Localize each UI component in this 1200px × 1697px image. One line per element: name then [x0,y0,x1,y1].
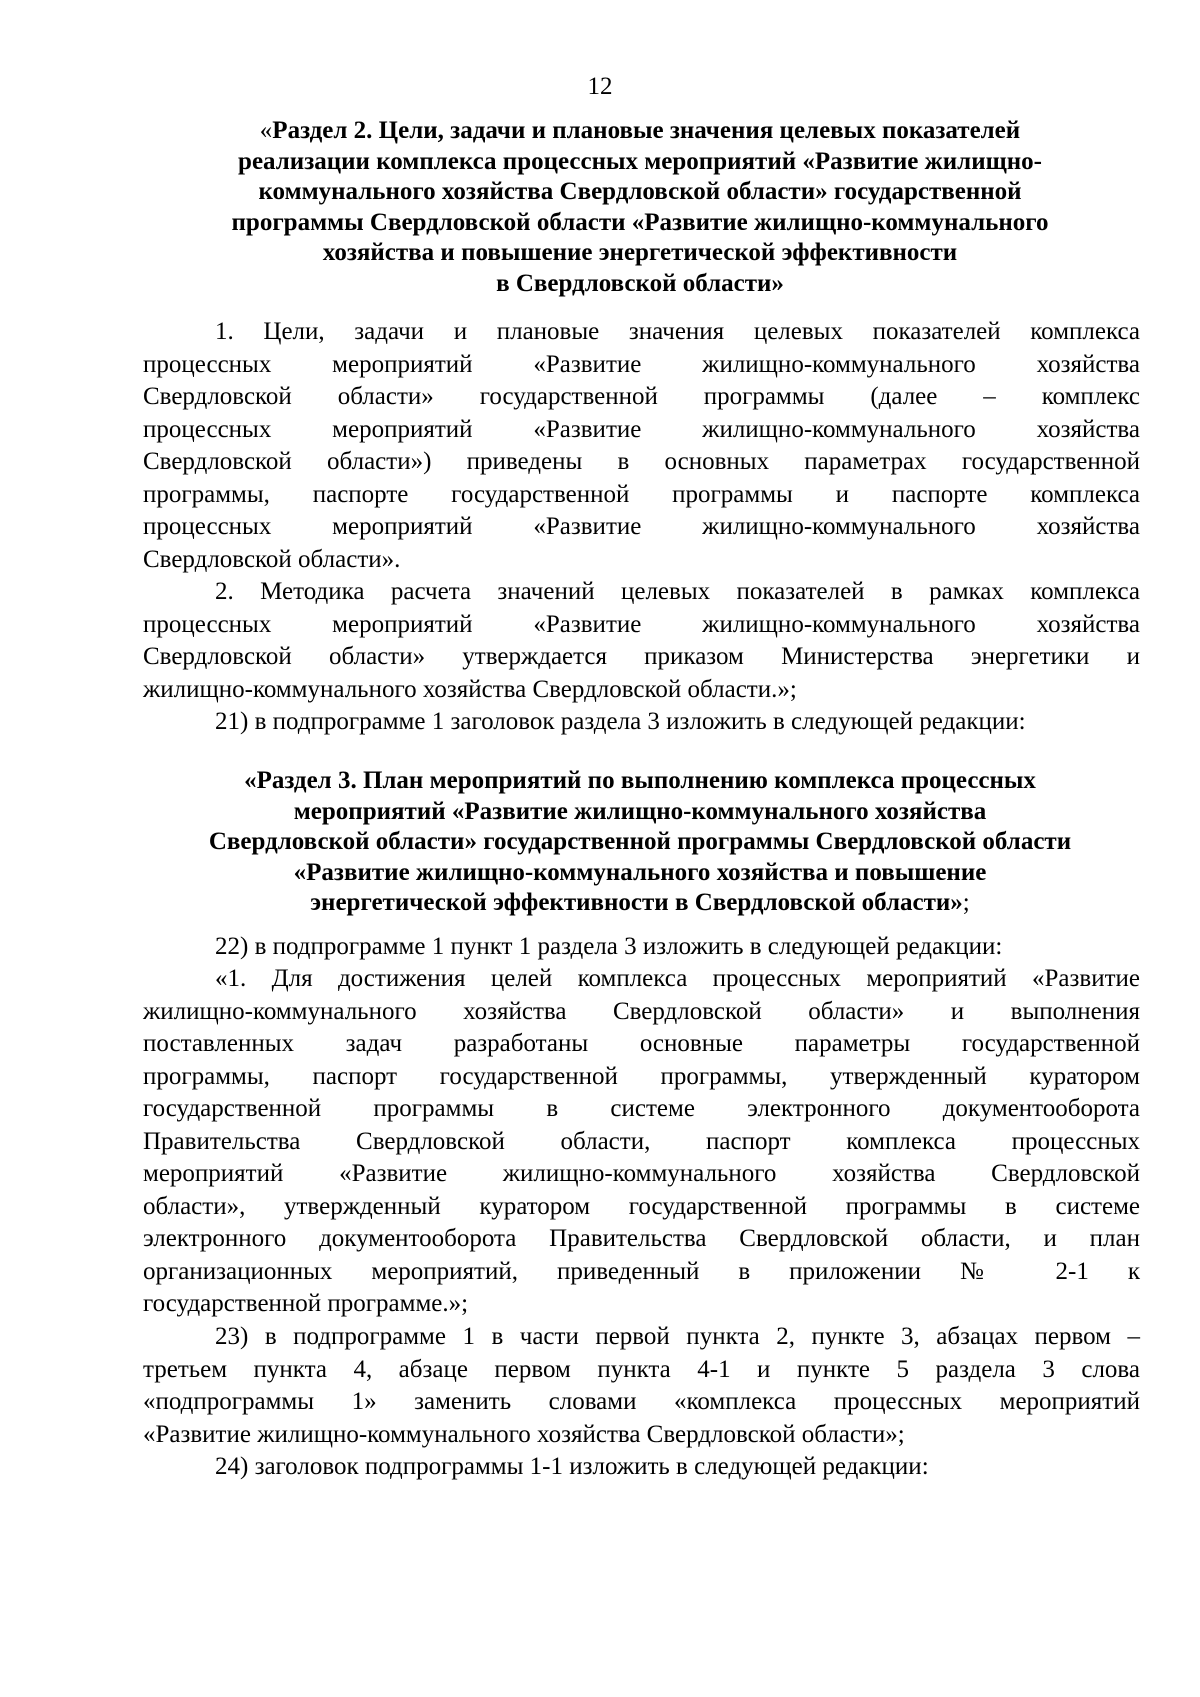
text-line: процессных мероприятий «Развитие жилищно-коммунального хозяйства [143,350,1140,378]
heading-line: коммунального хозяйства Свердловской области» государственной [258,178,1022,205]
heading-line: «Раздел 3. План мероприятий по выполнению комплекса процессных [244,767,1036,794]
text-line: программы, паспорт государственной программы, утвержденный куратором [143,1062,1140,1090]
heading-line: Раздел 2. Цели, задачи и плановые значения целевых показателей [272,117,1021,144]
section-3-heading [140,766,1140,919]
text-line: Свердловской области». [143,545,401,573]
text-line: электронного документооборота Правительства Свердловской области, и план [143,1225,1140,1252]
text-line: жилищно-коммунального хозяйства Свердловской области» и выполнения [143,997,1140,1025]
paragraph-21 [143,706,1140,739]
text-line: государственной программе.»; [143,1290,469,1317]
text-line: «1. Для достижения целей комплекса процессных мероприятий «Развитие [215,965,1140,992]
text-line: Свердловской области») приведены в основных параметрах государственной [143,448,1140,475]
text-line: Свердловской области» государственной программы (далее – комплекс [143,383,1140,410]
paragraph-22 [143,931,1140,964]
text-line: мероприятий «Развитие жилищно-коммунального хозяйства Свердловской [143,1160,1140,1187]
paragraph-2 [143,576,1140,706]
text-line: 1. Цели, задачи и плановые значения целевых показателей комплекса [215,318,1140,345]
heading-line: в Свердловской области» [496,269,784,297]
text-line: поставленных задач разработаны основные параметры государственной [143,1030,1140,1057]
text-line: процессных мероприятий «Развитие жилищно-коммунального хозяйства [143,610,1140,638]
text-line: 2. Методика расчета значений целевых показателей в рамках комплекса [215,578,1140,605]
text-line: 23) в подпрограмме 1 в части первой пункта 2, пункте 3, абзацах первом – [215,1323,1140,1350]
text-line: «Развитие жилищно-коммунального хозяйства Свердловской области»; [143,1420,905,1448]
text-line: 24) заголовок подпрограммы 1-1 изложить в следующей редакции: [215,1453,929,1480]
closing-semicolon: ; [962,889,970,916]
text-line: третьем пункта 4, абзаце первом пункта 4-1 и пункте 5 раздела 3 слова [143,1355,1140,1383]
paragraph-22-quote [143,963,1140,1321]
paragraph-1 [143,316,1140,576]
text-line: программы, паспорте государственной программы и паспорте комплекса [143,480,1140,508]
heading-line: Свердловской области» государственной программы Свердловской области [208,828,1072,855]
text-line: «подпрограммы 1» заменить словами «комплекса процессных мероприятий [143,1388,1140,1415]
text-line: жилищно-коммунального хозяйства Свердловской области.»; [143,675,797,703]
text-line: области», утвержденный куратором государственной программы в системе [143,1192,1140,1220]
text-line: организационных мероприятий, приведенный в приложении № 2-1 к [143,1257,1140,1285]
heading-line: «Развитие жилищно-коммунального хозяйства и повышение [293,858,987,886]
text-line: государственной программы в системе электронного документооборота [143,1095,1140,1122]
heading-line: программы Свердловской области «Развитие жилищно-коммунального [231,208,1049,236]
text-line: 22) в подпрограмме 1 пункт 1 раздела 3 изложить в следующей редакции: [215,933,1003,960]
text-line: 21) в подпрограмме 1 заголовок раздела 3 изложить в следующей редакции: [215,708,1026,735]
heading-line: хозяйства и повышение энергетической эффективности [322,239,958,266]
text-line: Свердловской области» утверждается приказом Министерства энергетики и [143,643,1140,670]
text-line: процессных мероприятий «Развитие жилищно-коммунального хозяйства [143,415,1140,443]
section-2-heading [140,116,1140,299]
heading-line: реализации комплекса процессных мероприятий «Развитие жилищно- [238,147,1042,175]
heading-line: энергетической эффективности в Свердловской области» [310,889,963,916]
paragraph-24 [143,1451,1140,1484]
text-line: Правительства Свердловской области, паспорт комплекса процессных [143,1127,1140,1155]
paragraph-23 [143,1321,1140,1451]
page-number: 12 [587,73,613,100]
text-line: процессных мероприятий «Развитие жилищно-коммунального хозяйства [143,513,1140,540]
heading-line: мероприятий «Развитие жилищно-коммунального хозяйства [293,797,987,825]
opening-quote: « [259,117,273,144]
